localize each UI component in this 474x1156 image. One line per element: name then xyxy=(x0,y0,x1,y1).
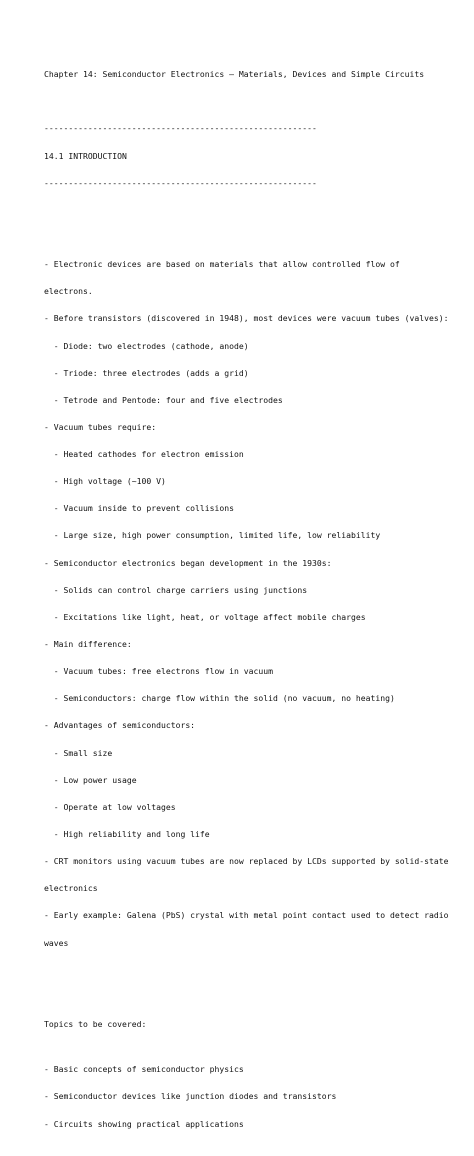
body-line: - Semiconductors: charge flow within the solid (no vacuum, no heating) xyxy=(44,693,395,704)
body-line: - Tetrode and Pentode: four and five electrodes xyxy=(44,394,283,405)
body-line: - Triode: three electrodes (adds a grid) xyxy=(44,367,249,378)
body-line: - Small size xyxy=(44,747,113,758)
rule-top: -------------------------------------------------------- xyxy=(44,123,317,134)
body-line: - Semiconductor electronics began development in the 1930s: xyxy=(44,557,332,568)
section-heading: 14.1 INTRODUCTION xyxy=(44,150,127,161)
body-line: - Large size, high power consumption, limited life, low reliability xyxy=(44,530,381,541)
spacer xyxy=(44,97,464,106)
topic-item: - Basic concepts of semiconductor physics xyxy=(44,1064,244,1075)
chapter-title: Chapter 14: Semiconductor Electronics – Materials, Devices and Simple Circuits xyxy=(44,69,425,80)
body-line: - Advantages of semiconductors: xyxy=(44,720,196,731)
body-line: electronics xyxy=(44,883,98,894)
topic-item: - Circuits showing practical applications xyxy=(44,1118,244,1129)
body-line: - Operate at low voltages xyxy=(44,801,176,812)
body-line: - Electronic devices are based on materials that allow controlled flow of xyxy=(44,259,400,270)
spacer xyxy=(44,993,464,1002)
body-line: - Before transistors (discovered in 1948), most devices were vacuum tubes (valves): xyxy=(44,313,449,324)
body-line: - Vacuum tubes require: xyxy=(44,421,157,432)
rule-bottom: -------------------------------------------------------- xyxy=(44,177,317,188)
body-line: electrons. xyxy=(44,286,93,297)
topic-item: - Semiconductor devices like junction diodes and transistors xyxy=(44,1091,337,1102)
body-line: - High voltage (~100 V) xyxy=(44,476,166,487)
body-line: - Excitations like light, heat, or voltage affect mobile charges xyxy=(44,611,366,622)
body-line: - Vacuum tubes: free electrons flow in vacuum xyxy=(44,666,274,677)
body-line: - High reliability and long life xyxy=(44,829,210,840)
body-line: - Diode: two electrodes (cathode, anode) xyxy=(44,340,249,351)
body-text xyxy=(44,242,464,966)
body-line: - Early example: Galena (PbS) crystal with metal point contact used to detect radio xyxy=(44,910,449,921)
body-line: - Low power usage xyxy=(44,774,137,785)
topics-heading: Topics to be covered: xyxy=(44,1019,147,1030)
topics-list xyxy=(44,1047,464,1147)
body-line: - CRT monitors using vacuum tubes are now replaced by LCDs supported by solid-state xyxy=(44,856,449,867)
body-line: - Heated cathodes for electron emission xyxy=(44,449,244,460)
body-line: - Solids can control charge carriers using junctions xyxy=(44,584,308,595)
spacer xyxy=(44,206,464,215)
body-line: - Vacuum inside to prevent collisions xyxy=(44,503,235,514)
body-line: waves xyxy=(44,937,69,948)
document-page xyxy=(44,52,464,1156)
body-line: - Main difference: xyxy=(44,639,132,650)
